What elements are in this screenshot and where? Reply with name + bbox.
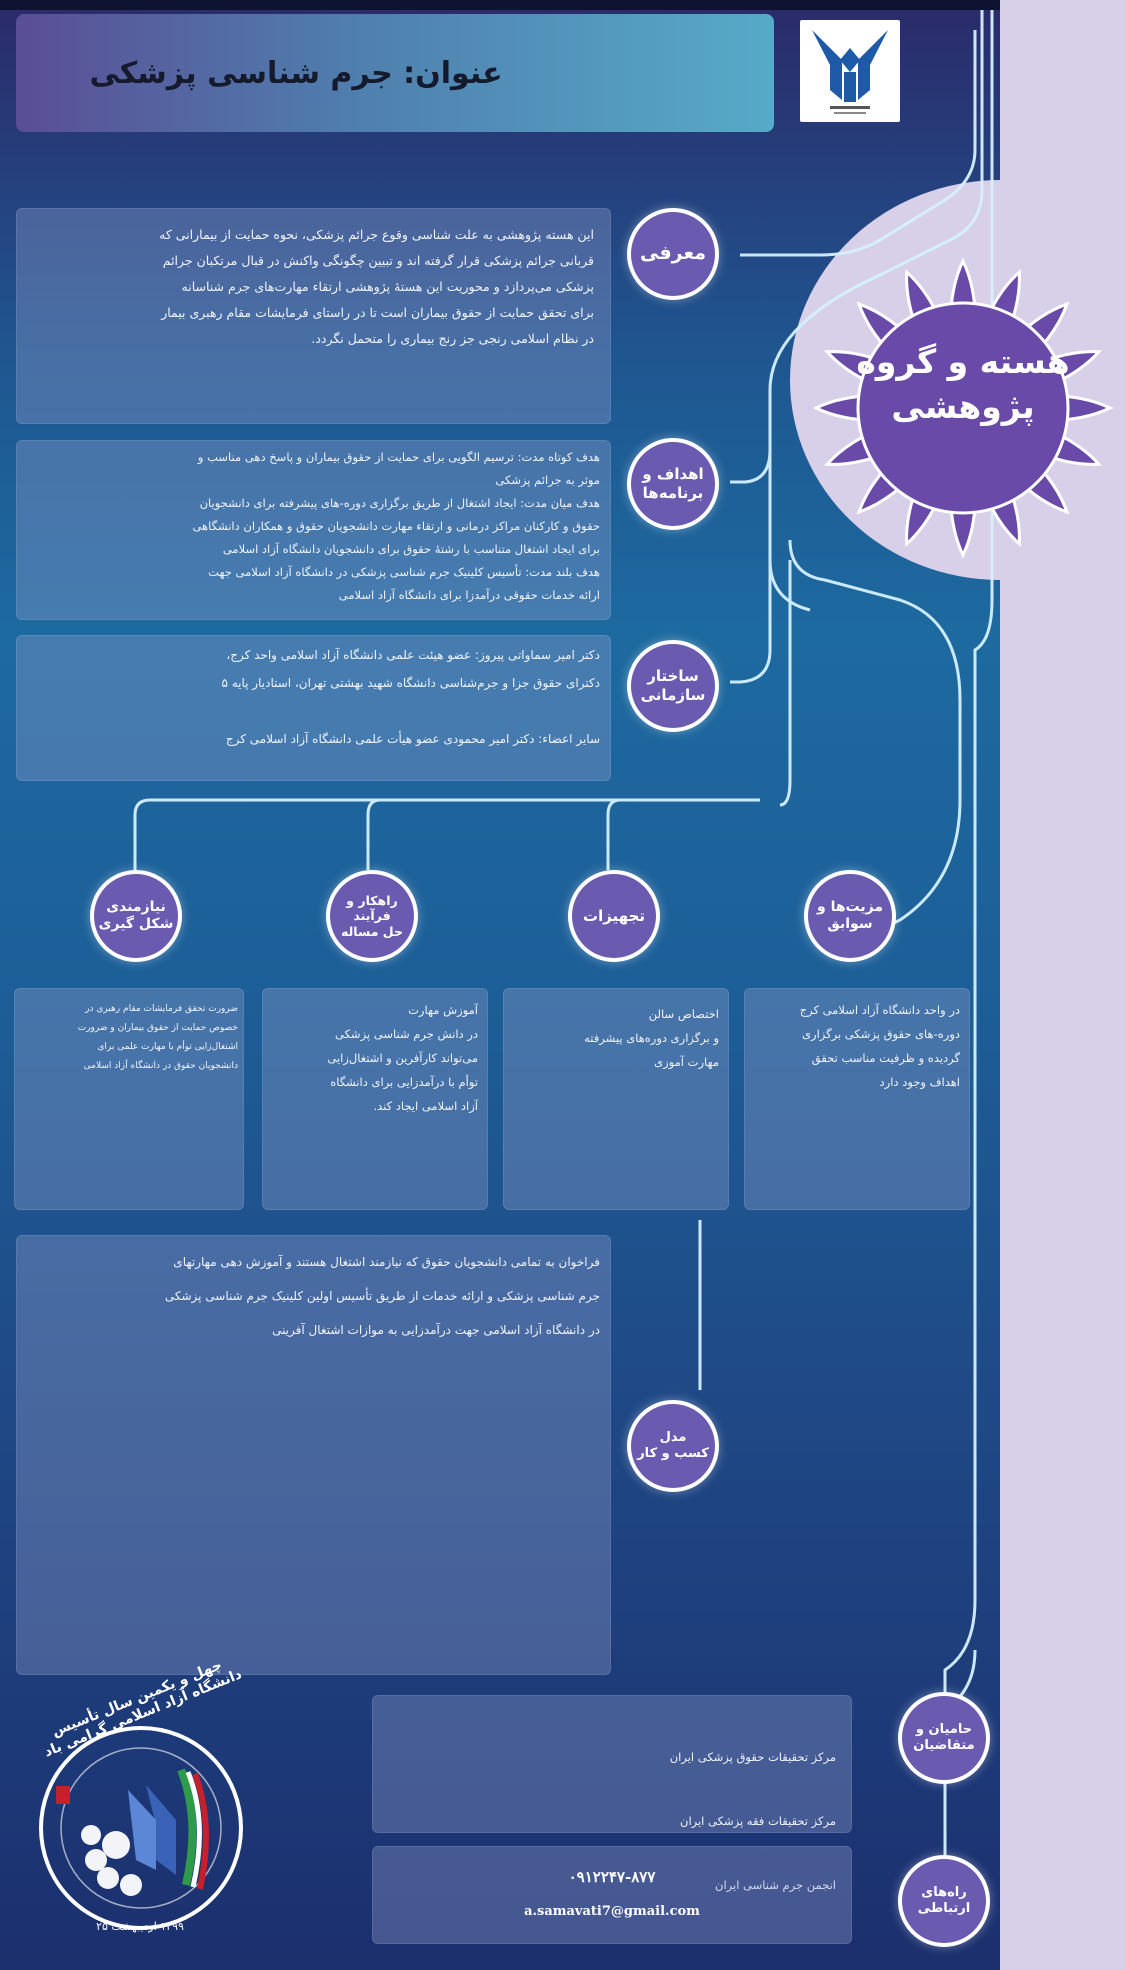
advantages-text: در واحد دانشگاه آزاد اسلامی کرج دوره‌-های حقوق پزشکی برگزاری گردیده و ظرفیت مناسب تحقق اهداف وجود دارد bbox=[799, 1003, 960, 1089]
supporters-circle: حامیان و متقاضیان bbox=[898, 1692, 990, 1784]
connector-horizontal-top bbox=[135, 800, 760, 870]
connector-goals bbox=[730, 400, 770, 482]
supporter-item: مرکز تحقیقات فقه پزشکی ایران bbox=[680, 1814, 836, 1828]
requirements-text: ضرورت تحقق فرمایشات مقام رهبری در خصوص حمایت از حقوق بیماران و ضرورت اشتغال‌زایی توأم با مهارت علمی برای دانشجویان حقوق در دانشگاه آزاد اسلامی bbox=[77, 1004, 238, 1071]
intro-panel bbox=[16, 208, 611, 424]
business-panel bbox=[16, 1235, 611, 1675]
intro-circle: معرفی bbox=[627, 208, 719, 300]
solution-text: آموزش مهارت در دانش جرم شناسی پزشکی می‌تواند کارآفرین و اشتغال‌زایی توأم با درآمدزایی برای دانشگاه آزاد اسلامی ایجاد کند. bbox=[327, 1003, 478, 1113]
goals-text: هدف کوتاه مدت: ترسیم الگویی برای حمایت از حقوق بیماران و پاسخ دهی مناسب و موثر به جرائم پزشکی هدف میان مدت: ایجاد اشتغال از طریق برگزاری دوره‌-های پیشرفته برای دانشجویان حقوق و کارکنان مراکز درمانی و ارتقاء مهارت دانشجویان حقوق و همکاران دانشگاهی برای ایجاد اشتغال متناسب با رشتهٔ حقوق برای دانشجویان دانشگاه آزاد اسلامی هدف بلند مدت: تأسیس کلینیک جرم شناسی پزشکی در دانشگاه آزاد اسلامی جهت ارائه خدمات حقوقی درآمدزا برای دانشگاه آزاد اسلامی bbox=[192, 450, 600, 602]
business-circle: مدل کسب و کار bbox=[627, 1400, 719, 1492]
advantages-panel bbox=[744, 988, 970, 1210]
goals-circle: اهداف و برنامه‌ها bbox=[627, 438, 719, 530]
research-group-label: هسته و گروه پژوهشی bbox=[856, 342, 1070, 426]
equipment-panel bbox=[503, 988, 729, 1210]
advantages-circle: مزیت‌ها و سوابق bbox=[804, 870, 896, 962]
solution-panel bbox=[262, 988, 488, 1210]
title-bar bbox=[16, 14, 774, 132]
page-title: عنوان: جرم شناسی پزشکی bbox=[89, 55, 503, 91]
structure-panel bbox=[16, 635, 611, 781]
contact-email[interactable]: a.samavati7@gmail.com bbox=[524, 1904, 700, 1919]
solution-circle: راهکار و فرآیند حل مساله bbox=[326, 870, 418, 962]
seal-date: ۱۳۹۹ اردیبهشت ۲۵ bbox=[96, 1920, 184, 1933]
equipment-text: اختصاص سالن و برگزاری دوره‌های پیشرفته مهارت آموزی bbox=[584, 1007, 719, 1069]
supporter-item: مرکز تحقیقات حقوق پزشکی ایران bbox=[669, 1750, 836, 1764]
connector-col3 bbox=[608, 800, 620, 870]
azad-university-logo-icon bbox=[800, 20, 900, 122]
connector-right-vertical bbox=[790, 540, 960, 930]
contact-circle: راه‌های ارتباطی bbox=[898, 1855, 990, 1947]
requirements-panel bbox=[14, 988, 244, 1210]
contact-phone: ۰۹۱۲۲۴۷-۸۷۷ bbox=[568, 1868, 656, 1886]
structure-text: دکتر امیر سماواتی پیروز: عضو هیئت علمی دانشگاه آزاد اسلامی واحد کرج، دکترای حقوق جزا و جرم‌شناسی دانشگاه شهید بهشتی تهران، استادیار پایه ۵ سایر اعضاء: دکتر امیر محمودی عضو هیأت علمی دانشگاه آزاد اسلامی کرج bbox=[221, 648, 600, 746]
requirements-circle: نیازمندی شکل گیری bbox=[90, 870, 182, 962]
supporter-item: انجمن جرم شناسی ایران bbox=[715, 1878, 836, 1892]
connector-col2 bbox=[368, 800, 380, 870]
equipment-circle: تجهیزات bbox=[568, 870, 660, 962]
goals-panel bbox=[16, 440, 611, 620]
logo-box bbox=[800, 20, 900, 122]
contact-panel bbox=[372, 1846, 852, 1944]
structure-circle: ساختار سازمانی bbox=[627, 640, 719, 732]
seal-caption: چهل و یکمین سال تأسیس دانشگاه آزاد اسلامی گرامی باد bbox=[41, 1657, 245, 1761]
intro-text: این هسته پژوهشی به علت شناسی وقوع جرائم پزشکی، نحوه حمایت از بیمارانی که قربانی جرائم پزشکی قرار گرفته اند و تبیین چگونگی واکنش در قبال مرتکبان جرائم پزشکی می‌پردازد و محوریت این هستهٔ پژوهشی ارتقاء مهارت‌های جرم شناسانه برای تحقق حمایت از حقوق بیماران است تا در راستای فرمایشات مقام رهبری بیمار در نظام اسلامی رنجی جز رنج بیماری را متحمل نگردد. bbox=[159, 227, 594, 346]
connector-structure bbox=[730, 470, 770, 682]
business-text: فراخوان به تمامی دانشجویان حقوق که نیازمند اشتغال هستند و آموزش دهی مهارتهای جرم شناسی پزشکی و ارائه خدمات از طریق تأسیس اولین کلینیک جرم شناسی پزشکی در دانشگاه آزاد اسلامی جهت درآمدزایی به موازات اشتغال آفرینی bbox=[164, 1255, 600, 1337]
